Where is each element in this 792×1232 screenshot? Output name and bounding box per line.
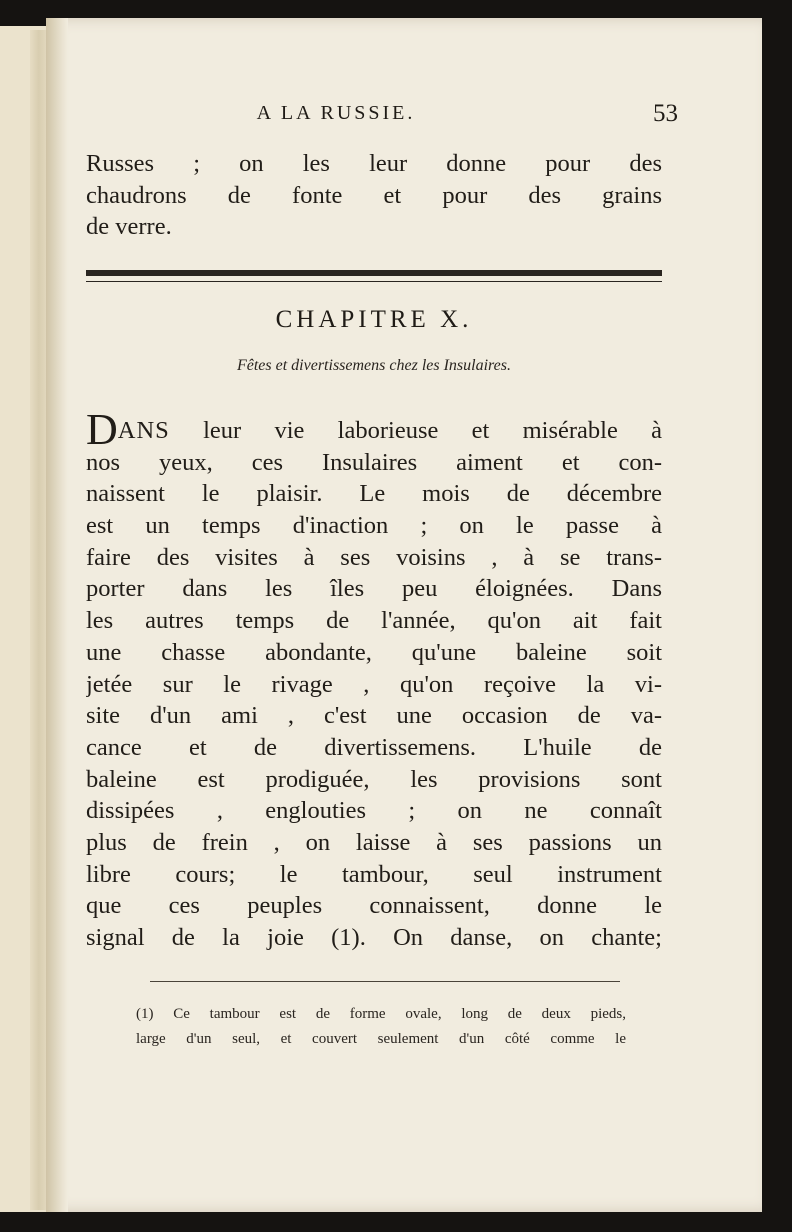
text-line: dissipées , englouties ; on ne connaît	[86, 797, 662, 825]
text-line: cance et de divertissemens. L'huile de	[86, 733, 662, 761]
page-number: 53	[653, 100, 678, 127]
text-line: plus de frein , on laisse à ses passions un	[86, 828, 662, 856]
text-line: libre cours; le tambour, seul instrument	[86, 860, 662, 888]
text-line: les autres temps de l'année, qu'on ait fait	[86, 607, 662, 635]
text-line: Russes ; on les leur donne pour des	[86, 150, 662, 177]
text-line: une chasse abondante, qu'une baleine soit	[86, 638, 662, 666]
footnote-line: (1) Ce tambour est de forme ovale, long de deux pieds,	[136, 1006, 626, 1022]
continued-paragraph	[86, 148, 662, 243]
chapter-body	[86, 415, 662, 954]
chapter-title: CHAPITRE X.	[275, 306, 473, 333]
text-line: signal de la joie (1). On danse, on chante;	[86, 924, 662, 951]
running-title: A LA RUSSIE.	[256, 102, 416, 124]
text-line: faire des visites à ses voisins , à se trans-	[86, 543, 662, 571]
text-line: jetée sur le rivage , qu'on reçoive la vi-	[86, 670, 662, 698]
page-gutter	[46, 18, 68, 1212]
first-text-line	[86, 415, 662, 447]
chapter-subtitle: Fêtes et divertissemens chez les Insulaires.	[236, 357, 511, 374]
text-line: chaudrons de fonte et pour des grains	[86, 181, 662, 209]
footnote-rule	[150, 981, 620, 982]
running-header	[86, 100, 678, 132]
text-line: est un temps d'inaction ; on le passe à	[86, 512, 662, 540]
first-word-small-caps: ANS	[117, 417, 170, 444]
text-line: porter dans les îles peu éloignées. Dans	[86, 575, 662, 603]
first-line-text: leur vie laborieuse et misérable à	[169, 417, 662, 444]
text-line: nos yeux, ces Insulaires aiment et con-	[86, 448, 662, 476]
footnote-line: large d'un seul, et couvert seulement d'un côté comme le	[136, 1031, 626, 1047]
text-line: de verre.	[86, 213, 172, 241]
text-line: que ces peuples connaissent, donne le	[86, 892, 662, 920]
drop-cap: D	[86, 415, 118, 447]
text-line: naissent le plaisir. Le mois de décembre	[86, 480, 662, 508]
text-line: site d'un ami , c'est une occasion de va-	[86, 702, 662, 730]
section-rule-thin	[86, 281, 662, 282]
section-rule-thick	[86, 270, 662, 276]
text-line: baleine est prodiguée, les provisions sont	[86, 765, 662, 793]
